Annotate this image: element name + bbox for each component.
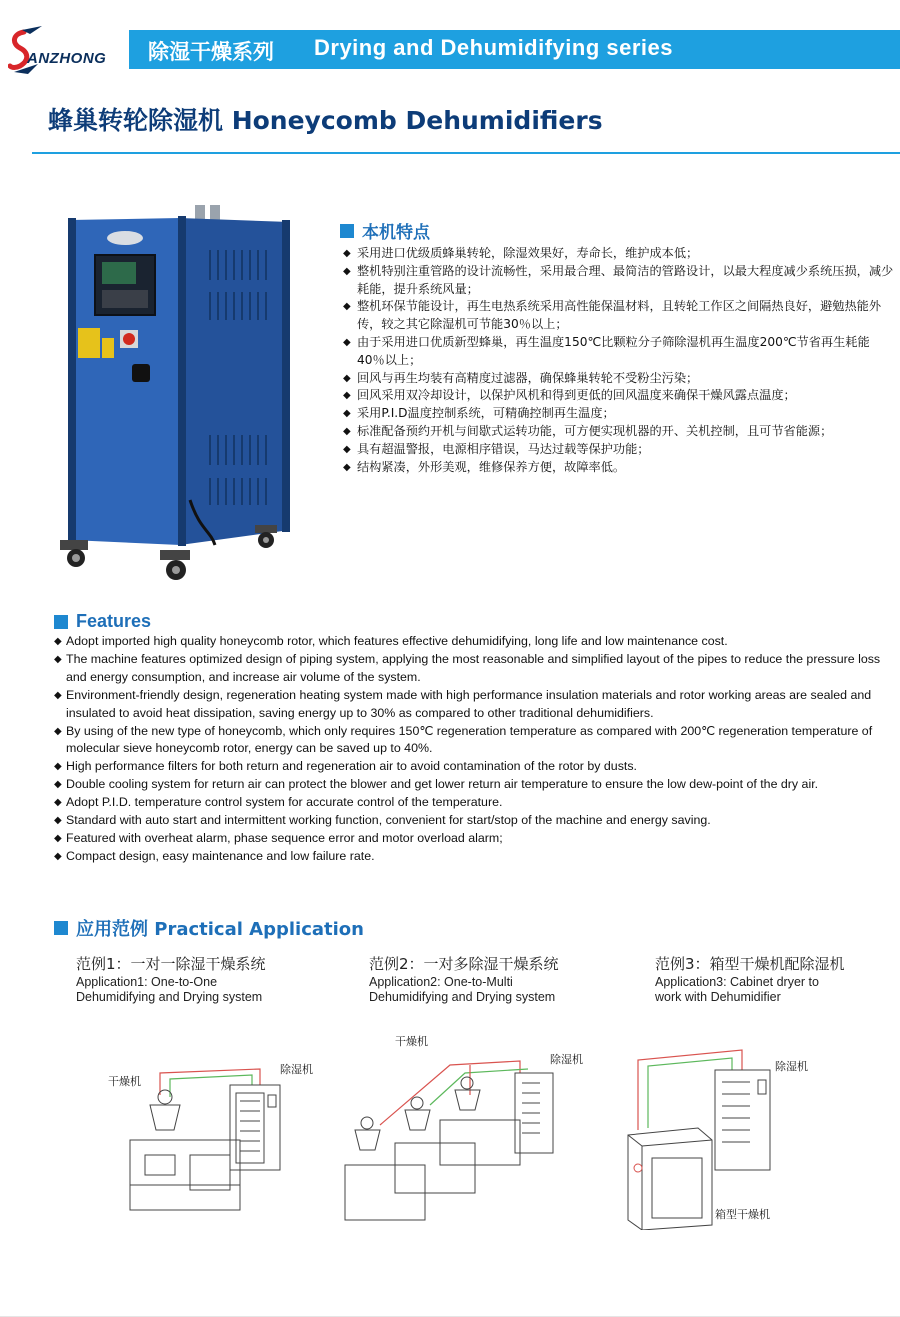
example-3-subtitle-line: work with Dehumidifier [655, 990, 781, 1004]
example-2-title: 范例2：一对多除湿干燥系统 [369, 955, 559, 973]
en-features-list [54, 633, 896, 866]
cn-features-heading [340, 218, 430, 243]
application-heading [54, 915, 364, 941]
example-1-subtitle-line: Dehumidifying and Drying system [76, 990, 263, 1004]
series-title-cn: 除湿干燥系列 [148, 40, 274, 64]
list-item: ◆ 采用P.I.D温度控制系统，可精确控制再生温度； [343, 405, 895, 423]
en-features-heading-text: Features [76, 611, 152, 631]
list-item: ◆ 标准配备预约开机与间歇式运转功能，可方便实现机器的开、关机控制，且可节省能源； [343, 423, 895, 441]
example-3-subtitle-line: Application3: Cabinet dryer to [655, 975, 819, 989]
title-divider [32, 152, 900, 154]
example-1-title: 范例1：一对一除湿干燥系统 [76, 955, 266, 973]
list-item: ◆ High performance filters for both return and regeneration air to avoid contamination of the rotor by dusts. [54, 758, 896, 776]
diagram-3-dehumidifier-label: 除湿机 [775, 1060, 808, 1073]
diagram-2-dryer-label: 干燥机 [395, 1035, 428, 1048]
diagram-1-dehumidifier-label: 除湿机 [280, 1063, 313, 1076]
diagram-one-to-multi [340, 1025, 600, 1240]
diagram-1-dryer-label: 干燥机 [108, 1075, 141, 1088]
diagram-one-to-one [100, 1055, 330, 1225]
square-bullet-icon [54, 921, 68, 935]
list-item: ◆ By using of the new type of honeycomb, which only requires 150℃ regeneration temperature as compared with 200℃ regeneration temperature of molecular sieve honeycomb rotor, energy can be saved up to 40%. [54, 723, 896, 759]
list-item: ◆ 具有超温警报，电源相序错误，马达过载等保护功能； [343, 441, 895, 459]
cn-features-heading-text: 本机特点 [362, 223, 430, 243]
example-2-subtitle [369, 975, 629, 1005]
list-item: ◆ 采用进口优级质蜂巢转轮，除湿效果好，寿命长，维护成本低； [343, 245, 895, 263]
list-item: ◆ 回风采用双冷却设计，以保护风机和得到更低的回风温度来确保干燥风露点温度； [343, 387, 895, 405]
list-item: ◆ Environment-friendly design, regeneration heating system made with high performance insulation materials and rotor working areas are sealed and insulated to avoid heat dissipation, saving energy up to 30% as compared to other traditional dehumidifiers. [54, 687, 896, 723]
example-1-subtitle-line: Application1: One-to-One [76, 975, 218, 989]
cn-features-list [343, 245, 895, 476]
example-2-subtitle-line: Dehumidifying and Drying system [369, 990, 556, 1004]
list-item: ◆ Compact design, easy maintenance and low failure rate. [54, 848, 896, 866]
diagram-2-dehumidifier-label: 除湿机 [550, 1053, 583, 1066]
logo-wordmark: ANZHONG [27, 50, 107, 67]
series-title-en: Drying and Dehumidifying series [314, 35, 674, 60]
list-item: ◆ 结构紧凑，外形美观，维修保养方便，故障率低。 [343, 459, 895, 477]
page-title: 蜂巢转轮除湿机 Honeycomb Dehumidifiers [48, 106, 603, 135]
application-heading-text: 应用范例 Practical Application [76, 919, 364, 940]
list-item: ◆ 回风与再生均装有高精度过滤器，确保蜂巢转轮不受粉尘污染； [343, 370, 895, 388]
list-item: ◆ Double cooling system for return air can protect the blower and get lower return air temperature to ensure the low dew-point of the dry air. [54, 776, 896, 794]
example-3-subtitle [655, 975, 895, 1005]
example-3-title: 范例3：箱型干燥机配除湿机 [655, 955, 845, 973]
list-item: ◆ 由于采用进口优质新型蜂巢，再生温度150℃比颗粒分子筛除湿机再生温度200℃节省再生耗能40％以上； [343, 334, 895, 370]
list-item: ◆ Standard with auto start and intermittent working function, convenient for start/stop of the machine and energy saving. [54, 812, 896, 830]
list-item: ◆ The machine features optimized design of piping system, applying the most reasonable and simplified layout of the pipes to reduce the pressure loss and energy consumption, and increase air volume of the system. [54, 651, 896, 687]
diagram-3-cabinet-dryer-label: 箱型干燥机 [715, 1208, 770, 1221]
list-item: ◆ 整机特别注重管路的设计流畅性，采用最合理、最简洁的管路设计，以最大程度减少系统压损，减少耗能，提升系统风量； [343, 263, 895, 299]
example-1-subtitle [76, 975, 336, 1005]
dehumidifier-product-image [50, 200, 290, 590]
list-item: ◆ Adopt imported high quality honeycomb rotor, which features effective dehumidifying, long life and low maintenance cost. [54, 633, 896, 651]
diagram-cabinet-dryer [620, 1040, 820, 1230]
en-features-heading [54, 611, 151, 632]
list-item: ◆ Adopt P.I.D. temperature control system for accurate control of the temperature. [54, 794, 896, 812]
list-item: ◆ Featured with overheat alarm, phase sequence error and motor overload alarm; [54, 830, 896, 848]
square-bullet-icon [340, 224, 354, 238]
example-2-subtitle-line: Application2: One-to-Multi [369, 975, 513, 989]
list-item: ◆ 整机环保节能设计，再生电热系统采用高性能保温材料，且转轮工作区之间隔热良好，避勉热能外传，较之其它除湿机可节能30％以上； [343, 298, 895, 334]
square-bullet-icon [54, 615, 68, 629]
